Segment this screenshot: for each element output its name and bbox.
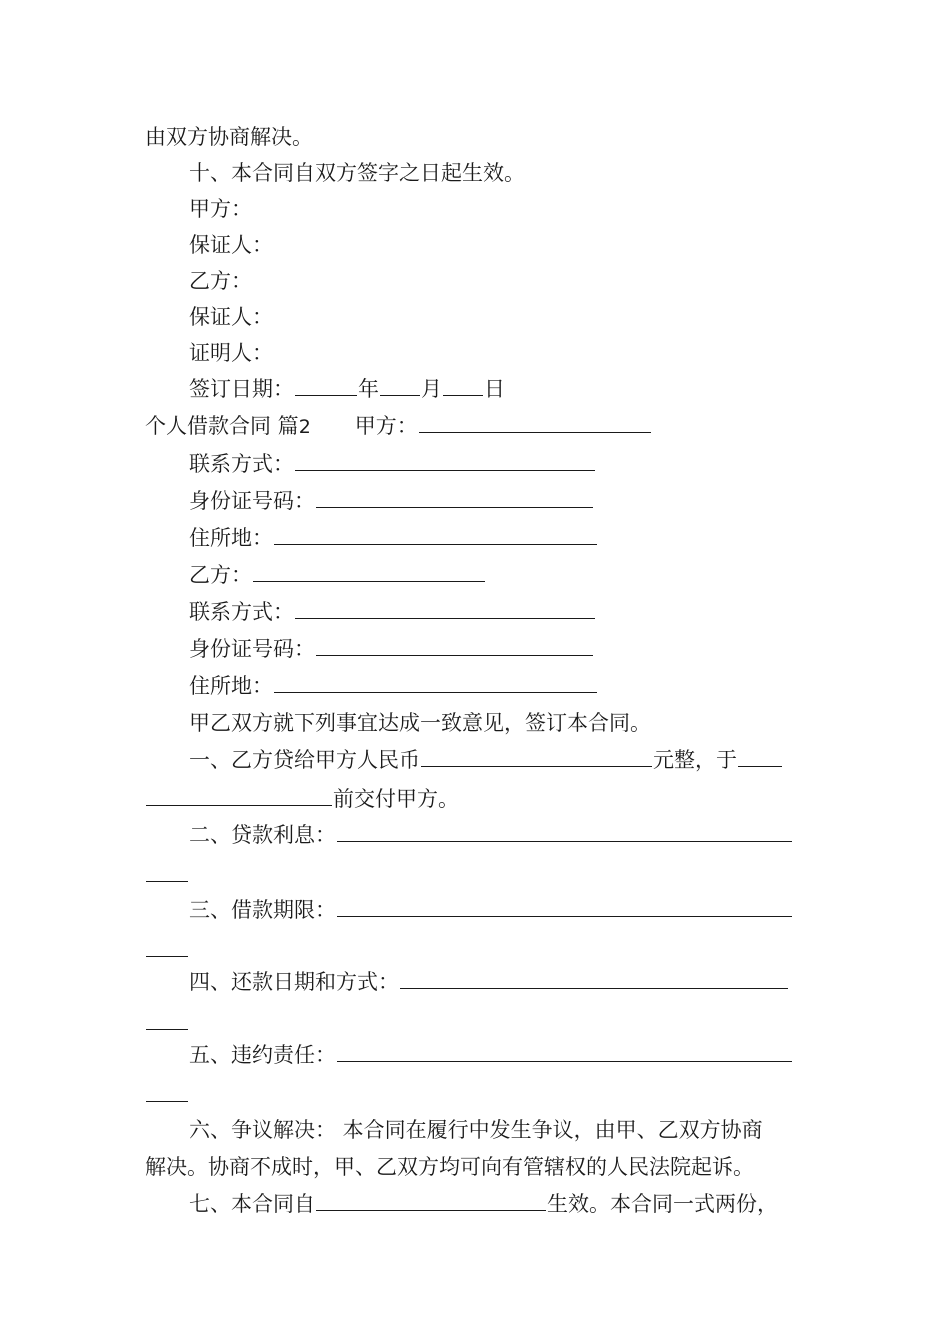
id-blank[interactable]: [316, 485, 593, 508]
clause-1-text: 前交付甲方。: [333, 787, 459, 811]
party-a-label: 甲方：: [354, 414, 418, 438]
date-blank[interactable]: [738, 744, 782, 767]
sign-date-label: 签订日期：: [189, 377, 294, 401]
clause-effective: 十、本合同自双方签字之日起生效。: [189, 161, 525, 185]
clause-1-text: 元整，于: [653, 748, 737, 772]
party-b-contact-line: [189, 595, 807, 629]
clause-1-continuation: [145, 782, 807, 816]
repayment-blank[interactable]: [400, 966, 788, 989]
clause-7-text: 生效。本合同一式两份，: [547, 1192, 778, 1216]
party-b-line: [189, 558, 807, 592]
month-label: 月: [421, 377, 442, 401]
clause-7-text: 七、本合同自: [189, 1192, 315, 1216]
address-label: 住所地：: [189, 526, 273, 550]
address-blank[interactable]: [274, 522, 597, 545]
id-label: 身份证号码：: [189, 637, 315, 661]
text-line: 由双方协商解决。: [145, 125, 313, 149]
id-label: 身份证号码：: [189, 489, 315, 513]
clause-6-text: 六、争议解决： 本合同在履行中发生争议，由甲、乙双方协商: [189, 1118, 763, 1142]
party-a-label: 甲方：: [189, 197, 252, 221]
month-blank[interactable]: [380, 373, 420, 396]
clause-6-text: 解决。协商不成时，甲、乙双方均可向有管辖权的人民法院起诉。: [145, 1155, 754, 1179]
contract-heading: [145, 409, 807, 443]
agreement-text: 甲乙双方就下列事宜达成一致意见，签订本合同。: [189, 711, 651, 735]
party-b-label: 乙方：: [189, 269, 252, 293]
year-blank[interactable]: [295, 373, 357, 396]
repayment-blank[interactable]: [146, 1007, 188, 1030]
clause-1-line: [189, 743, 807, 777]
effective-blank[interactable]: [316, 1188, 546, 1211]
contact-label: 联系方式：: [189, 452, 294, 476]
witness-label: 证明人：: [189, 341, 273, 365]
clause-4-label: 四、还款日期和方式：: [189, 970, 399, 994]
clause-3-line: [189, 893, 807, 927]
party-a-contact-line: [189, 447, 807, 481]
term-blank[interactable]: [337, 894, 792, 917]
party-a-address-line: [189, 521, 807, 555]
clause-3-label: 三、借款期限：: [189, 898, 336, 922]
party-b-blank[interactable]: [253, 559, 485, 582]
contact-label: 联系方式：: [189, 600, 294, 624]
id-blank[interactable]: [316, 633, 593, 656]
clause-5-label: 五、违约责任：: [189, 1043, 336, 1067]
contact-blank[interactable]: [295, 448, 595, 471]
party-b-id-line: [189, 632, 807, 666]
contact-blank[interactable]: [295, 596, 595, 619]
clause-3-continuation: [145, 933, 807, 967]
clause-1-text: 一、乙方贷给甲方人民币: [189, 748, 420, 772]
guarantor-label: 保证人：: [189, 305, 273, 329]
clause-7-line: [189, 1187, 807, 1221]
sign-date-line: [189, 372, 807, 406]
day-blank[interactable]: [443, 373, 483, 396]
interest-blank[interactable]: [337, 819, 792, 842]
day-label: 日: [484, 377, 505, 401]
guarantor-label: 保证人：: [189, 233, 273, 257]
amount-blank[interactable]: [421, 744, 652, 767]
party-b-label: 乙方：: [189, 563, 252, 587]
clause-4-line: [189, 965, 807, 999]
clause-5-line: [189, 1038, 807, 1072]
contract-title: 个人借款合同 篇: [145, 414, 299, 438]
clause-2-line: [189, 818, 807, 852]
year-label: 年: [358, 377, 379, 401]
date-blank[interactable]: [146, 783, 332, 806]
clause-5-continuation: [145, 1078, 807, 1112]
clause-2-continuation: [145, 858, 807, 892]
party-a-id-line: [189, 484, 807, 518]
address-label: 住所地：: [189, 674, 273, 698]
term-blank[interactable]: [146, 934, 188, 957]
interest-blank[interactable]: [146, 859, 188, 882]
party-b-address-line: [189, 669, 807, 703]
contract-number: 2: [298, 416, 311, 438]
liability-blank[interactable]: [146, 1079, 188, 1102]
clause-2-label: 二、贷款利息：: [189, 823, 336, 847]
liability-blank[interactable]: [337, 1039, 792, 1062]
address-blank[interactable]: [274, 670, 597, 693]
party-a-blank[interactable]: [419, 410, 651, 433]
clause-4-continuation: [145, 1006, 807, 1040]
